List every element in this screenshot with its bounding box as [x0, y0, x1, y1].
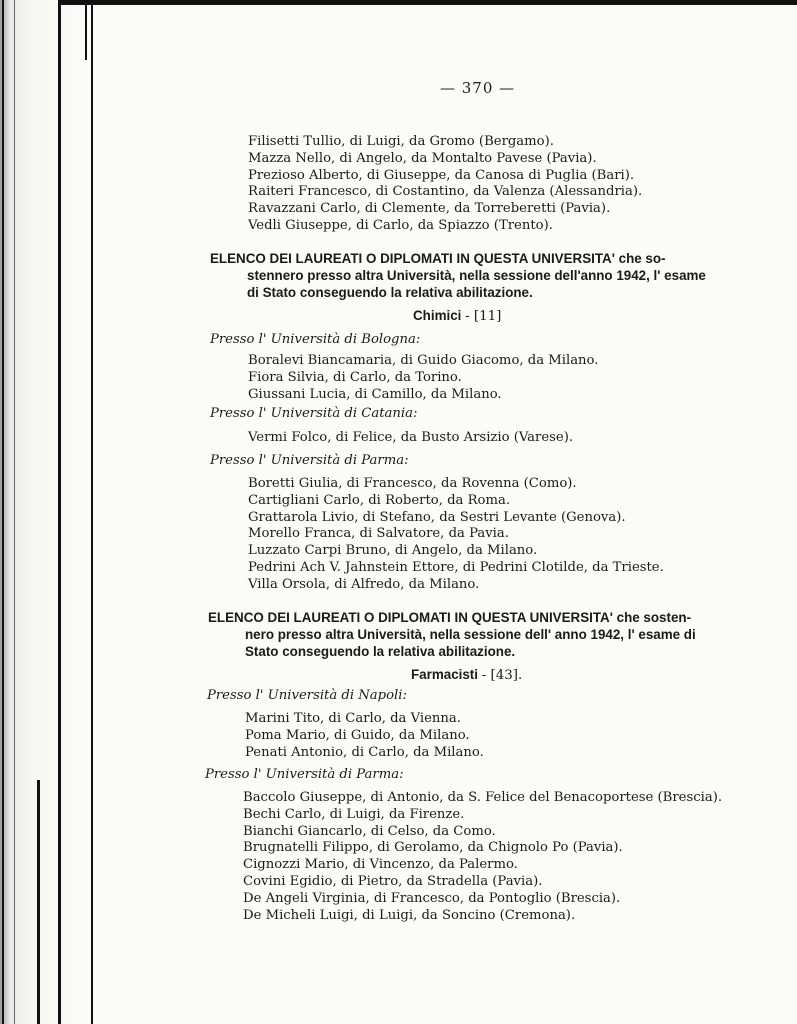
name-list	[248, 353, 598, 403]
heading-line: ELENCO DEI LAUREATI O DIPLOMATI IN QUESTA UNIVERSITA' che sosten-	[208, 610, 692, 625]
list-item: Pedrini Ach V. Jahnstein Ettore, di Pedrini Clotilde, da Trieste.	[248, 559, 664, 575]
list-item: Luzzato Carpi Bruno, di Angelo, da Milano.	[248, 543, 538, 559]
section-count: - [43].	[481, 668, 523, 683]
list-item: Marini Tito, di Carlo, da Vienna.	[245, 711, 461, 726]
university-heading: Presso l' Università di Catania:	[210, 406, 418, 421]
list-item: Morello Franca, di Salvatore, da Pavia.	[248, 526, 509, 542]
list-item: Filisetti Tullio, di Luigi, da Gromo (Bergamo).	[248, 134, 554, 149]
binding-edge-line	[2, 0, 4, 1024]
list-item: Cartigliani Carlo, di Roberto, da Roma.	[248, 492, 511, 508]
university-heading: Presso l' Università di Napoli:	[207, 688, 407, 703]
section-count: - [11]	[465, 309, 502, 324]
list-item: Cignozzi Mario, di Vincenzo, da Palermo.	[243, 857, 518, 873]
name-list	[245, 711, 484, 761]
binding-edge-line	[58, 0, 61, 1024]
binding-edge-line	[91, 0, 93, 1024]
top-name-list	[248, 134, 642, 235]
section-title-text: Farmacisti	[411, 667, 478, 682]
list-item: Fiora Silvia, di Carlo, da Torino.	[248, 369, 462, 385]
list-item: Grattarola Livio, di Stefano, da Sestri Levante (Genova).	[248, 509, 626, 525]
list-item: Covini Egidio, di Pietro, da Stradella (Pavia).	[243, 873, 543, 889]
heading-line: di Stato conseguendo la relativa abilitazione.	[247, 285, 533, 300]
list-item: Boralevi Biancamaria, di Guido Giacomo, da Milano.	[248, 353, 599, 368]
list-item: Bechi Carlo, di Luigi, da Firenze.	[243, 806, 465, 822]
list-item: Baccolo Giuseppe, di Antonio, da S. Felice del Benacoportese (Brescia).	[243, 790, 723, 805]
university-heading: Presso l' Università di Bologna:	[210, 332, 421, 347]
list-item: Villa Orsola, di Alfredo, da Milano.	[248, 576, 480, 592]
section-title-farmacisti	[411, 667, 522, 683]
binding-edge-line	[85, 0, 87, 60]
section-title-text: Chimici	[413, 308, 462, 323]
list-item: Boretti Giulia, di Francesco, da Rovenna (Como).	[248, 476, 577, 491]
list-item: Bianchi Giancarlo, di Celso, da Como.	[243, 823, 496, 839]
list-item: Ravazzani Carlo, di Clemente, da Torreberetti (Pavia).	[248, 201, 611, 217]
list-item: Brugnatelli Filippo, di Gerolamo, da Chignolo Po (Pavia).	[243, 840, 623, 856]
heading-line: Stato conseguendo la relativa abilitazione.	[245, 644, 516, 659]
list-item: De Angeli Virginia, di Francesco, da Pontoglio (Brescia).	[243, 890, 621, 906]
list-item: Raiteri Francesco, di Costantino, da Valenza (Alessandria).	[248, 184, 643, 200]
list-item: Prezioso Alberto, di Giuseppe, da Canosa di Puglia (Bari).	[248, 167, 635, 183]
list-item: Mazza Nello, di Angelo, da Montalto Pavese (Pavia).	[248, 150, 597, 166]
name-list	[248, 476, 664, 594]
name-list	[248, 430, 573, 447]
list-item: Poma Mario, di Guido, da Milano.	[245, 727, 470, 743]
university-heading: Presso l' Università di Parma:	[210, 453, 409, 468]
list-item: Giussani Lucia, di Camillo, da Milano.	[248, 386, 502, 402]
binding-edge-line	[37, 780, 40, 1024]
section-title-chimici	[413, 308, 501, 324]
page-top-edge	[60, 0, 797, 5]
heading-line: stennero presso altra Università, nella sessione dell'anno 1942, l' esame	[247, 268, 706, 283]
list-item: Penati Antonio, di Carlo, da Milano.	[245, 744, 484, 760]
page-number: — 370 —	[440, 79, 516, 97]
heading-line: ELENCO DEI LAUREATI O DIPLOMATI IN QUESTA UNIVERSITA' che so-	[210, 251, 666, 266]
heading-line: nero presso altra Università, nella sessione dell' anno 1942, l' esame di	[245, 627, 696, 642]
section-heading-farmacisti	[208, 609, 696, 660]
name-list	[243, 790, 722, 924]
university-heading: Presso l' Università di Parma:	[205, 767, 404, 782]
section-heading-chimici	[210, 250, 706, 301]
book-spine-shadow	[0, 0, 95, 1024]
list-item: Vermi Folco, di Felice, da Busto Arsizio (Varese).	[248, 430, 574, 445]
binding-edge-line	[14, 0, 15, 1024]
list-item: De Micheli Luigi, di Luigi, da Soncino (Cremona).	[243, 907, 576, 923]
list-item: Vedli Giuseppe, di Carlo, da Spiazzo (Trento).	[248, 217, 553, 233]
